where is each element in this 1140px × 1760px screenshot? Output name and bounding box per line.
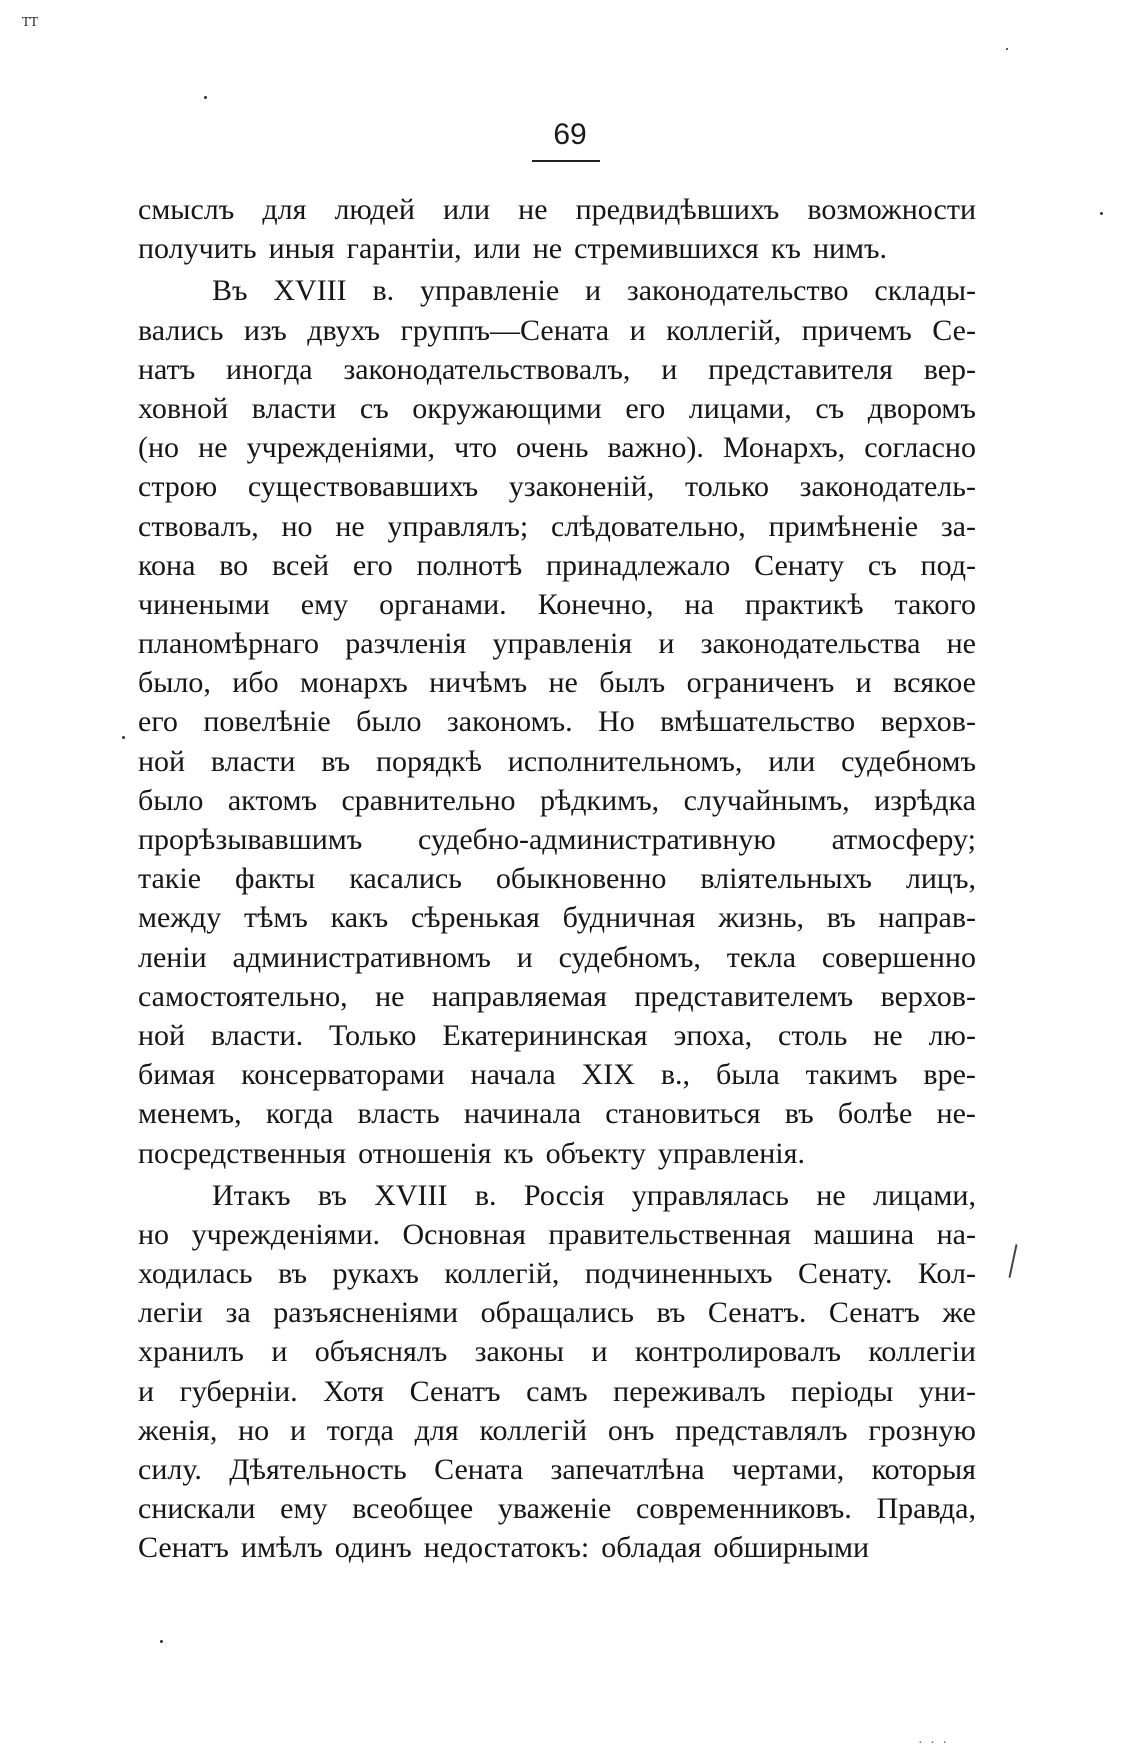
text-line: легіи за разъясненіями обращались въ Сенатъ. Сенатъ же	[138, 1296, 976, 1330]
text-line: между тѣмъ какъ сѣренькая будничная жизнь, въ направ-	[138, 901, 976, 935]
page-number: 69	[553, 118, 587, 151]
scan-speck	[122, 736, 125, 739]
text-line: бимая консерваторами начала XIX в., была такимъ вре-	[138, 1058, 976, 1092]
body-text	[138, 190, 976, 1568]
text-line: его повелѣніе было закономъ. Но вмѣшательство верхов-	[138, 705, 976, 739]
text-line: менемъ, когда власть начинала становиться въ болѣе не-	[138, 1097, 976, 1131]
text-line: снискали ему всеобщее уваженіе современниковъ. Правда,	[138, 1492, 976, 1526]
text-line: ной власти. Только Екатерининская эпоха, столь не лю-	[138, 1018, 976, 1052]
text-line: ной власти въ порядкѣ исполнительномъ, или судебномъ	[138, 744, 976, 778]
text-line: чинеными ему органами. Конечно, на практикѣ такого	[138, 587, 976, 621]
text-line: вались изъ двухъ группъ—Сената и коллегій, причемъ Се-	[138, 313, 976, 347]
scan-speck	[204, 96, 207, 99]
text-line: было актомъ сравнительно рѣдкимъ, случайнымъ, изрѣдка	[138, 783, 976, 817]
scan-speck	[1006, 48, 1008, 50]
text-line: натъ иногда законодательствовалъ, и представителя вер-	[138, 352, 976, 386]
text-line: посредственныя отношенія къ объекту управленія.	[138, 1136, 805, 1170]
text-line: было, ибо монархъ ничѣмъ не былъ ограниченъ и всякое	[138, 666, 976, 700]
text-line: силу. Дѣятельность Сената запечатлѣна чертами, которыя	[138, 1453, 976, 1486]
text-line: ходилась въ рукахъ коллегій, подчиненныхъ Сенату. Кол-	[138, 1257, 976, 1291]
text-line: получить иныя гарантіи, или не стремившихся къ нимъ.	[138, 232, 888, 266]
scan-speck	[1100, 212, 1103, 215]
text-line: ховной власти съ окружающими его лицами, съ дворомъ	[138, 391, 976, 425]
text-line: самостоятельно, не направляемая представителемъ верхов-	[138, 979, 976, 1013]
page-number-rule	[532, 160, 600, 162]
text-line: ствовалъ, но не управлялъ; слѣдовательно, примѣненіе за-	[138, 509, 976, 543]
text-line: кона во всей его полнотѣ принадлежало Сенату съ под-	[138, 548, 976, 582]
margin-pencil-mark	[1008, 1244, 1017, 1278]
text-line: но учрежденіями. Основная правительственная машина на-	[138, 1217, 976, 1251]
text-line: планомѣрнаго разчленія управленія и законодательства не	[138, 627, 976, 661]
text-line: прорѣзывавшимъ судебно-административную атмосферу;	[138, 823, 976, 856]
corner-mark: ᵀᵀ	[22, 12, 38, 37]
text-line: такіе факты касались обыкновенно вліятельныхъ лицъ,	[138, 862, 976, 896]
text-line: смыслъ для людей или не предвидѣвшихъ возможности	[138, 193, 976, 226]
scan-speck: · · ·	[918, 1736, 949, 1751]
scan-speck	[160, 1640, 163, 1643]
text-line: строю существовавшихъ узаконеній, только законодатель-	[138, 470, 976, 504]
text-line: Итакъ въ XVIII в. Россія управлялась не лицами,	[212, 1178, 976, 1212]
text-line: Въ XVIII в. управленіе и законодательство склады-	[212, 274, 976, 308]
text-line: Сенатъ имѣлъ одинъ недостатокъ: обладая обширными	[138, 1531, 870, 1565]
text-line: и губерніи. Хотя Сенатъ самъ переживалъ періоды уни-	[138, 1374, 976, 1408]
text-line: женія, но и тогда для коллегій онъ представлялъ грозную	[138, 1413, 976, 1447]
text-line: хранилъ и объяснялъ законы и контролировалъ коллегіи	[138, 1335, 976, 1369]
text-line: (но не учрежденіями, что очень важно). Монархъ, согласно	[138, 431, 976, 465]
text-line: леніи административномъ и судебномъ, текла совершенно	[138, 940, 976, 974]
